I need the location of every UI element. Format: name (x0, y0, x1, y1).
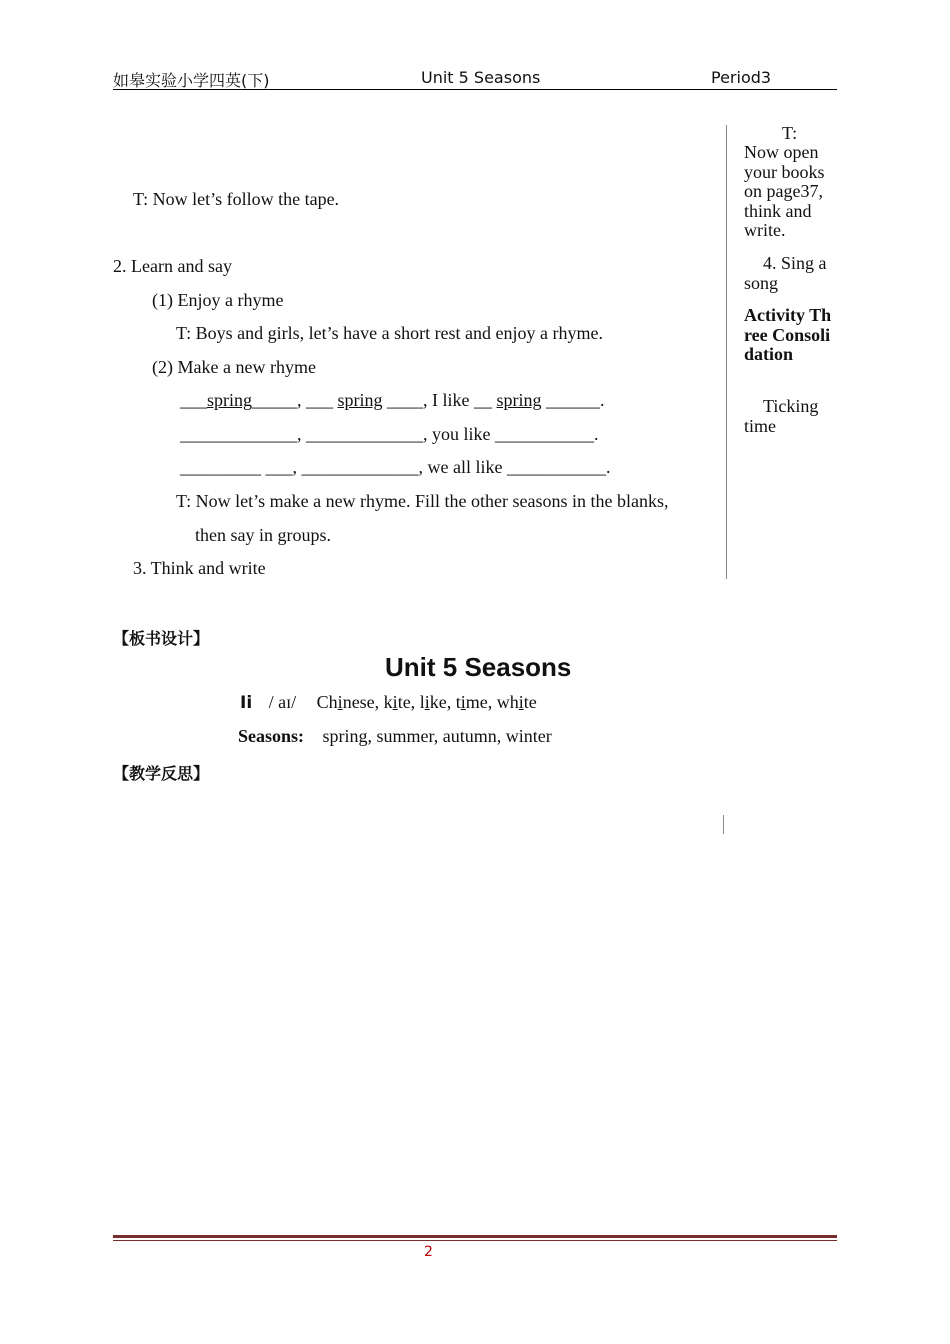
seasons-list: spring, summer, autumn, winter (322, 726, 552, 746)
fill-teacher-line-2: then say in groups. (195, 525, 331, 545)
side-t-label: T: (782, 123, 798, 143)
phonics-line (240, 692, 537, 713)
phonics-word: Chinese, (316, 692, 384, 712)
phonics-word: like, (419, 692, 456, 712)
rhyme-line-3: _________ ___, _____________, we all like ___________. (180, 457, 611, 477)
enjoy-rhyme-heading: (1) Enjoy a rhyme (152, 290, 284, 310)
header-period: Period3 (711, 68, 772, 87)
rhyme-text: ____, I like __ (382, 390, 497, 410)
footer-rule (113, 1235, 837, 1238)
phonics-letter: Ii (240, 693, 253, 713)
side-t-text: Now open your books on page37, think and write. (744, 142, 825, 240)
reflection-divider (723, 815, 724, 834)
think-write-heading: 3. Think and write (133, 558, 266, 578)
header-school: 如皋实验小学四英(下) (113, 71, 270, 90)
side-ticking-time: Ticking time (744, 396, 819, 436)
phonics-ipa: / aɪ/ (268, 692, 297, 712)
side-sing-song: 4. Sing a song (744, 253, 827, 293)
rhyme-word: spring (207, 390, 252, 410)
phonics-words (317, 692, 537, 712)
seasons-label: Seasons: (238, 726, 305, 746)
rhyme-blank: _____, (252, 390, 302, 410)
page-number: 2 (424, 1244, 433, 1260)
header-unit: Unit 5 Seasons (421, 68, 541, 87)
header-rule (113, 89, 837, 90)
make-rhyme-heading: (2) Make a new rhyme (152, 357, 316, 377)
rhyme-blank: ___ (301, 390, 338, 410)
rhyme-line-1 (180, 390, 605, 411)
column-divider (726, 125, 727, 579)
rhyme-blank: ______. (541, 390, 605, 410)
phonics-word: kite, (383, 692, 420, 712)
side-activity-heading: Activity Three Consolidation (744, 305, 832, 364)
teaching-reflection-heading: 【教学反思】 (113, 764, 210, 783)
rhyme-blank: ___ (180, 390, 207, 410)
fill-teacher-line-1: T: Now let’s make a new rhyme. Fill the other seasons in the blanks, (176, 491, 669, 511)
footer-rule-thin (113, 1240, 837, 1241)
learn-say-heading: 2. Learn and say (113, 256, 232, 276)
follow-tape-line: T: Now let’s follow the tape. (133, 189, 340, 209)
seasons-line (238, 726, 552, 747)
rhyme-word: spring (337, 390, 383, 410)
enjoy-rhyme-teacher-line: T: Boys and girls, let’s have a short rest and enjoy a rhyme. (176, 323, 604, 343)
rhyme-word: spring (496, 390, 542, 410)
phonics-word: white (496, 692, 537, 712)
board-title: Unit 5 Seasons (385, 652, 572, 682)
rhyme-line-2: _____________, _____________, you like ___________. (180, 424, 599, 444)
board-design-heading: 【板书设计】 (113, 629, 210, 648)
phonics-word: time, (455, 692, 497, 712)
